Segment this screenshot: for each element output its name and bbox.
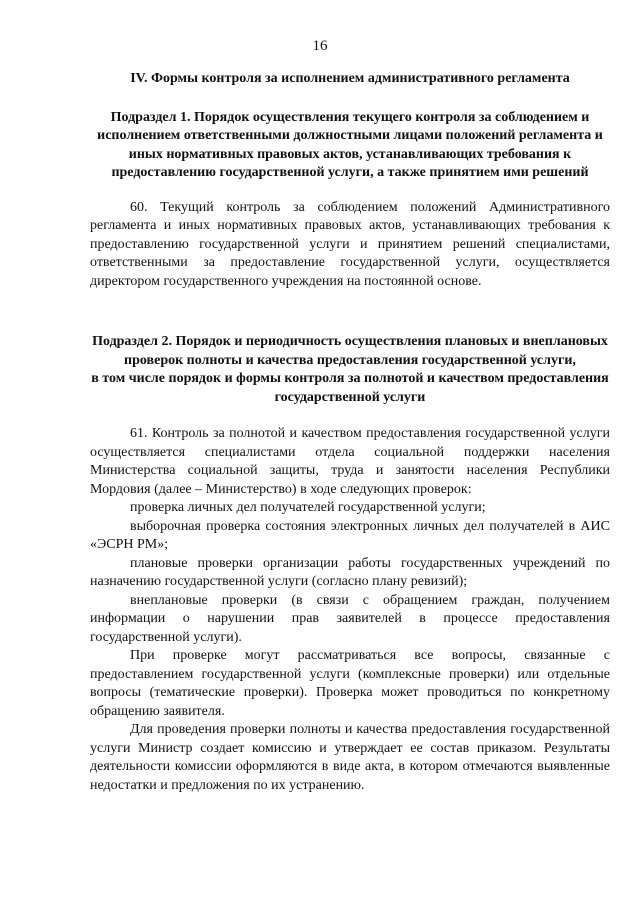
paragraph-commission: Для проведения проверки полноты и качества предоставления государственной услуги Министр создает комиссию и утверждает ее состав приказом. Результаты деятельности комиссии оформляются в виде акта, в котором отмечаются выявленные недостатки и предложения по их устранению. — [90, 722, 610, 793]
subsection-2-title — [90, 333, 610, 407]
check-item-unplanned-checks: внеплановые проверки (в связи с обращением граждан, получением информации о нарушении прав заявителей в процессе предоставления государственной услуги). — [90, 592, 610, 645]
page-number: 16 — [312, 38, 328, 54]
subsection-1-title: Подраздел 1. Порядок осуществления текущего контроля за соблюдением и исполнением ответственными должностными лицами положений регламента и иных нормативных правовых актов, устанавливающих требования к предоставлению государственной услуги, а также принятием ими решений — [97, 109, 603, 180]
check-item-planned-checks: плановые проверки организации работы государственных учреждений по назначению государственной услуги (согласно плану ревизий); — [90, 555, 610, 589]
check-item-electronic-files: выборочная проверка состояния электронных личных дел получателей в АИС «ЭСРН РМ»; — [90, 518, 610, 552]
paragraph-61: 61. Контроль за полнотой и качеством предоставления государственной услуги осуществляется специалистами отдела социальной поддержки населения Министерства социальной защиты, труда и занятости населения Республики Мордовия (далее – Министерство) в ходе следующих проверок: — [90, 426, 610, 497]
document-body — [90, 70, 610, 795]
paragraph-60: 60. Текущий контроль за соблюдением положений Административного регламента и иных нормативных правовых актов, устанавливающих требования к предоставлению государственной услуги и принятием решений специалистами, ответственными за предоставление государственной услуги, осуществляется директором государственного учреждения на постоянной основе. — [90, 199, 610, 289]
check-item-personal-files: проверка личных дел получателей государственной услуги; — [130, 500, 486, 515]
subsection-2-title-line-1: Подраздел 2. Порядок и периодичность осуществления плановых и внеплановых проверок полноты и качества предоставления государственной услуги, — [92, 334, 608, 368]
paragraph-check-scope: При проверке могут рассматриваться все вопросы, связанные с предоставлением государственной услуги (комплексные проверки) или отдельные вопросы (тематические проверки). Проверка может проводиться по конкретному обращению заявителя. — [90, 648, 610, 719]
subsection-2-title-line-2: в том числе порядок и формы контроля за полнотой и качеством предоставления государственной услуги — [91, 371, 609, 405]
section-title: IV. Формы контроля за исполнением административного регламента — [130, 71, 570, 86]
